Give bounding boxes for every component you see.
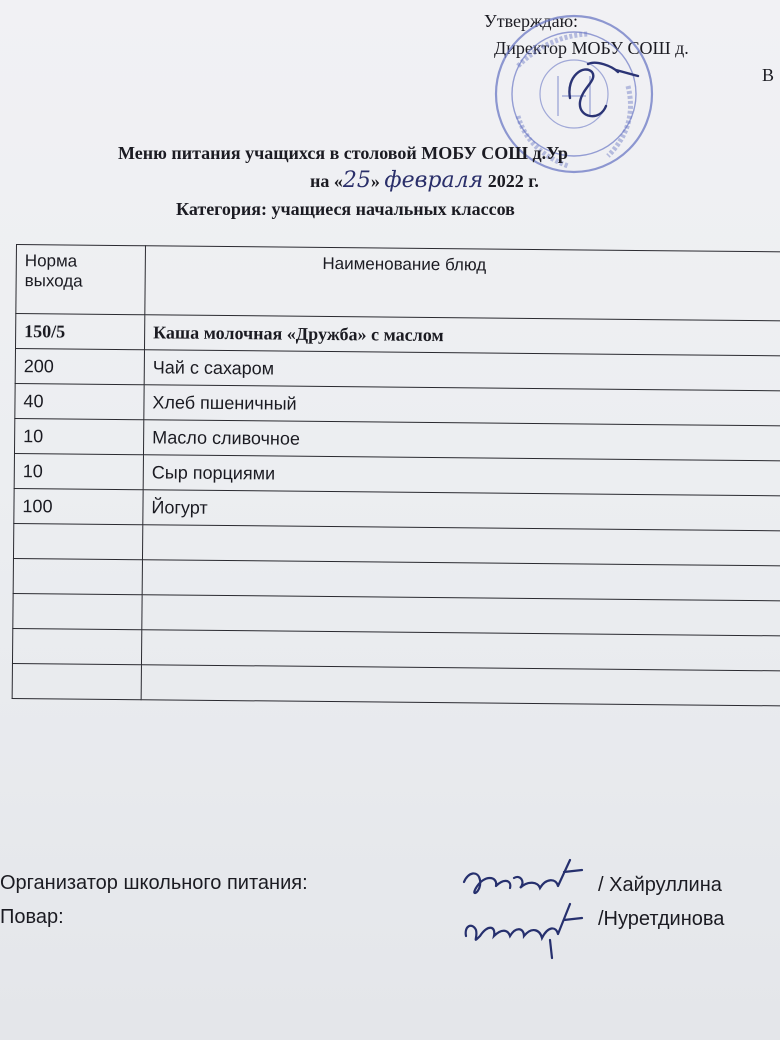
approval-block (484, 8, 775, 85)
cook-name: /Нуретдинова (598, 908, 725, 930)
menu-table (12, 244, 780, 706)
cell-dish: Йогурт (143, 490, 780, 531)
approval-title: Утверждаю: (484, 11, 579, 31)
cell-norm: 150/5 (15, 314, 144, 350)
category-line: Категория: учащиеся начальных классов (176, 199, 515, 219)
handwritten-month: февраля (384, 168, 484, 193)
header-norm: Норма выхода (16, 245, 146, 315)
organizer-signature (458, 852, 588, 908)
header-dish: Наименование блюд (145, 246, 780, 321)
cell-norm (13, 523, 142, 559)
cell-norm (12, 628, 141, 664)
table-header-row (16, 245, 780, 321)
cell-norm: 100 (14, 488, 143, 524)
table-row (12, 663, 780, 705)
cell-norm (13, 593, 142, 629)
cell-dish: Сыр порциями (143, 455, 780, 496)
cook-signature (458, 896, 588, 960)
handwritten-day: 25 (342, 168, 371, 193)
cell-norm (13, 558, 142, 594)
cell-norm: 10 (14, 418, 143, 454)
cell-dish: Хлеб пшеничный (144, 385, 780, 426)
approval-name-fragment: В (762, 65, 775, 85)
menu-title: Меню питания учащихся в столовой МОБУ СОШ д.Ур (118, 143, 568, 163)
cell-dish: Масло сливочное (143, 420, 780, 461)
cell-norm: 10 (14, 453, 143, 489)
cell-dish: Каша молочная «Дружба» с маслом (144, 315, 780, 356)
menu-date-line: на «25» февраля 2022 г. (310, 168, 539, 193)
cell-norm (12, 663, 141, 699)
cell-norm: 40 (15, 383, 144, 419)
cell-norm: 200 (15, 349, 144, 385)
cook-label: Повар: (0, 906, 64, 928)
cell-dish (141, 665, 780, 706)
organizer-label: Организатор школьного питания: (0, 872, 308, 894)
cell-dish: Чай с сахаром (144, 350, 780, 391)
organizer-name: / Хайруллина (598, 874, 722, 896)
approval-position: Директор МОБУ СОШ д. (494, 38, 689, 58)
